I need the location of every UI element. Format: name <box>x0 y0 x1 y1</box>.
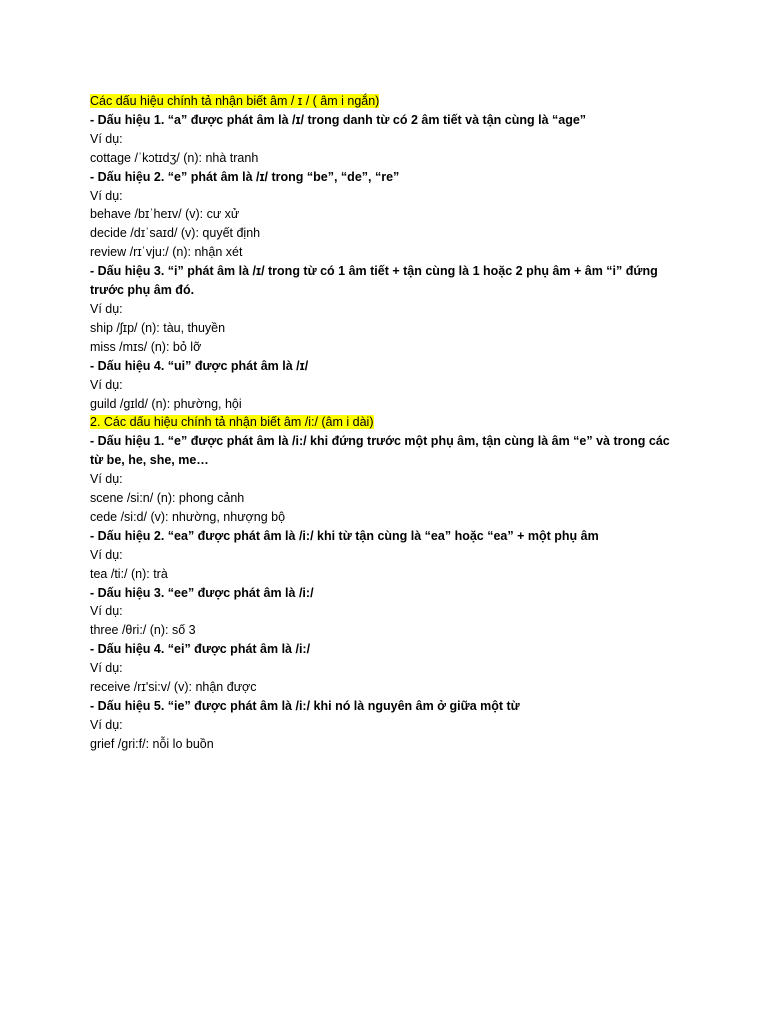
example-item <box>90 621 680 640</box>
example-item <box>90 735 680 754</box>
rule-heading-text: - Dấu hiệu 5. “ie” được phát âm là /i:/ khi nó là nguyên âm ở giữa một từ <box>90 699 520 713</box>
rule-heading <box>90 432 680 470</box>
rule-heading-text: - Dấu hiệu 2. “e” phát âm là /ɪ/ trong “be”, “de”, “re” <box>90 169 400 184</box>
example-item <box>90 565 680 584</box>
example-label-text: Ví dụ: <box>90 472 123 487</box>
example-item <box>90 508 680 527</box>
example-label-text: Ví dụ: <box>90 188 123 203</box>
rule-heading <box>90 640 680 659</box>
example-label <box>90 659 680 678</box>
rule-heading-text: - Dấu hiệu 4. “ei” được phát âm là /i:/ <box>90 642 311 657</box>
example-label-text: Ví dụ: <box>90 717 123 732</box>
example-label <box>90 187 680 206</box>
example-item-text: ship /ʃɪp/ (n): tàu, thuyền <box>90 320 226 335</box>
example-item <box>90 489 680 508</box>
example-item-text: three /θri:/ (n): số 3 <box>90 623 196 638</box>
section-heading-text: Các dấu hiệu chính tả nhận biết âm / ɪ / ( âm i ngắn) <box>90 94 380 108</box>
example-label <box>90 376 680 395</box>
example-label <box>90 470 680 489</box>
document-body <box>90 92 680 754</box>
rule-heading-text: - Dấu hiệu 4. “ui” được phát âm là /ɪ/ <box>90 358 309 373</box>
rule-heading <box>90 168 680 187</box>
rule-heading-text: - Dấu hiệu 3. “i” phát âm là /ɪ/ trong từ có 1 âm tiết + tận cùng là 1 hoặc 2 phụ âm + âm “i” đứng trước phụ âm đó. <box>90 264 658 298</box>
example-item <box>90 149 680 168</box>
section-heading-text: 2. Các dấu hiệu chính tả nhận biết âm /i:/ (âm i dài) <box>90 415 374 430</box>
rule-heading <box>90 111 680 130</box>
rule-heading <box>90 697 680 716</box>
example-label-text: Ví dụ: <box>90 547 123 562</box>
example-label-text: Ví dụ: <box>90 377 123 392</box>
example-item-text: cottage /ˈkɔtɪdʒ/ (n): nhà tranh <box>90 150 259 165</box>
example-item <box>90 338 680 357</box>
rule-heading-text: - Dấu hiệu 3. “ee” được phát âm là /i:/ <box>90 585 314 600</box>
example-label-text: Ví dụ: <box>90 131 123 146</box>
example-label-text: Ví dụ: <box>90 604 123 619</box>
example-item-text: tea /ti:/ (n): trà <box>90 566 168 581</box>
example-item-text: behave /bɪˈheɪv/ (v): cư xử <box>90 207 240 222</box>
section-heading <box>90 413 680 432</box>
example-label <box>90 130 680 149</box>
example-item <box>90 395 680 414</box>
example-label-text: Ví dụ: <box>90 661 123 676</box>
example-label-text: Ví dụ: <box>90 301 123 316</box>
rule-heading-text: - Dấu hiệu 1. “e” được phát âm là /i:/ khi đứng trước một phụ âm, tận cùng là âm “e” và trong các từ be, he, she, me… <box>90 434 670 468</box>
example-item-text: decide /dɪˈsaɪd/ (v): quyết định <box>90 226 261 241</box>
example-item-text: review /rɪˈvju:/ (n): nhận xét <box>90 245 243 260</box>
rule-heading-text: - Dấu hiệu 2. “ea” được phát âm là /i:/ khi từ tận cùng là “ea” hoặc “ea” + một phụ âm <box>90 528 599 543</box>
example-item-text: guild /gɪld/ (n): phường, hội <box>90 396 242 411</box>
rule-heading <box>90 527 680 546</box>
example-label <box>90 300 680 319</box>
example-item <box>90 243 680 262</box>
example-item-text: cede /si:d/ (v): nhường, nhượng bộ <box>90 509 286 524</box>
example-item <box>90 319 680 338</box>
example-item-text: grief /gri:f/: nỗi lo buồn <box>90 736 214 751</box>
rule-heading-text: - Dấu hiệu 1. “a” được phát âm là /ɪ/ trong danh từ có 2 âm tiết và tận cùng là “age” <box>90 112 587 127</box>
example-item <box>90 224 680 243</box>
rule-heading <box>90 262 680 300</box>
example-label <box>90 602 680 621</box>
example-item <box>90 678 680 697</box>
example-label <box>90 546 680 565</box>
rule-heading <box>90 357 680 376</box>
example-item-text: scene /si:n/ (n): phong cảnh <box>90 491 245 506</box>
example-label <box>90 716 680 735</box>
example-item <box>90 205 680 224</box>
example-item-text: receive /rɪ'si:v/ (v): nhận được <box>90 680 257 695</box>
rule-heading <box>90 584 680 603</box>
section-heading <box>90 92 680 111</box>
example-item-text: miss /mɪs/ (n): bỏ lỡ <box>90 339 202 354</box>
